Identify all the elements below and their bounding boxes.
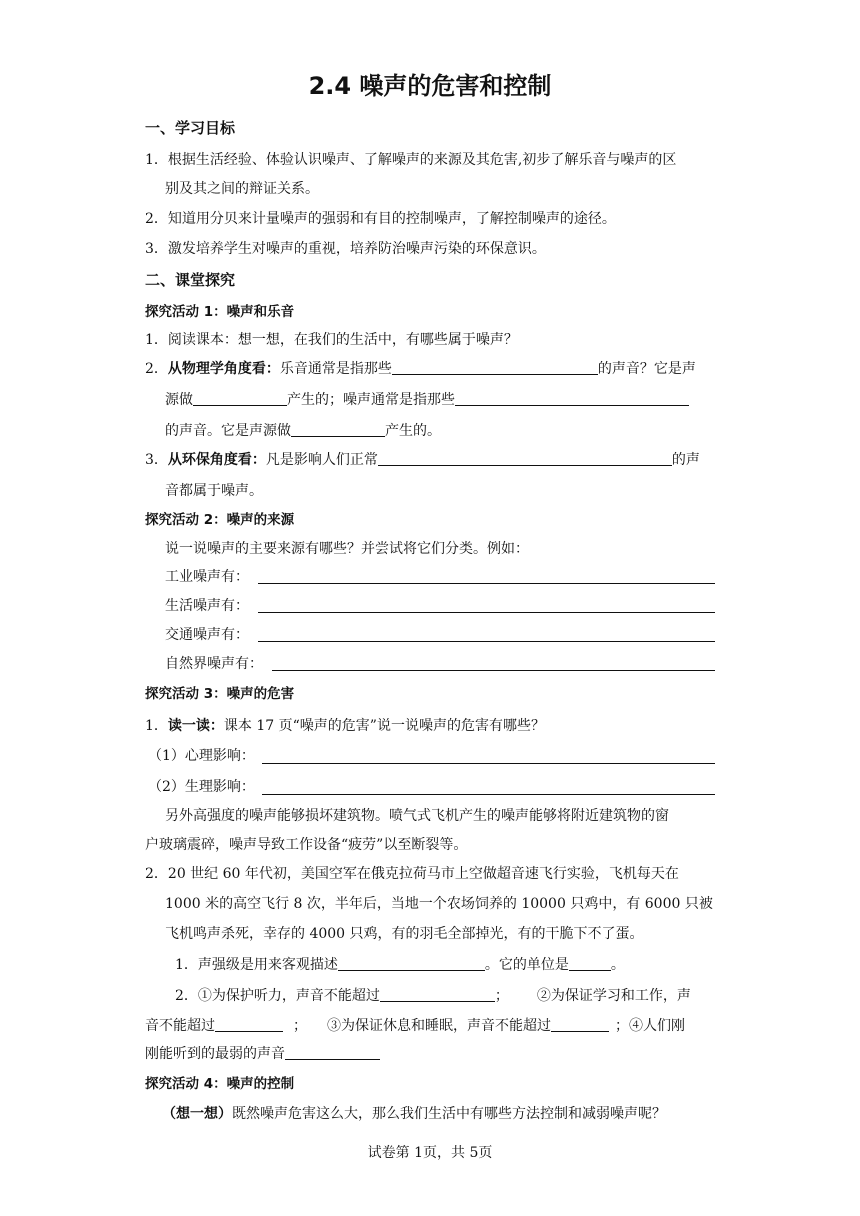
activity-1-question-2 [145, 359, 696, 379]
sq2-text-d: 音不能超过 [145, 1018, 215, 1034]
sq2-text-b: ； [494, 988, 509, 1004]
activity-1-question-3-cont: 音都属于噪声。 [165, 483, 263, 499]
subquestion-1 [175, 955, 625, 975]
blank-field[interactable] [380, 986, 495, 1002]
building-damage-paragraph: 另外高强度的噪声能够损坏建筑物。喷气式飞机产生的噪声能够将附近建筑物的窗 [165, 808, 669, 824]
page-footer: 试卷第 1页，共 5页 [367, 1145, 493, 1161]
building-damage-paragraph-cont: 户玻璃震碎，噪声导致工作设备“疲劳”以至断裂等。 [145, 837, 468, 853]
sq2-text-a: 2．①为保护听力，声音不能超过 [175, 988, 380, 1004]
blank-field[interactable] [215, 1016, 283, 1032]
activity-3-question-1 [145, 716, 545, 736]
q3-text-a: 凡是影响人们正常 [265, 452, 378, 468]
blank-field[interactable] [338, 955, 485, 971]
activity-3-question-2-cont2: 飞机鸣声杀死，幸存的 4000 只鸡，有的羽毛全部掉光，有的干脆下不了蛋。 [165, 926, 644, 942]
q2-physics-label: 从物理学角度看： [167, 361, 280, 377]
goal-item-2: 2．知道用分贝来计量噪声的强弱和有目的控制噪声，了解控制噪声的途径。 [145, 211, 616, 227]
q2-number: 2． [145, 361, 168, 377]
subquestion-2-cont [145, 1016, 685, 1036]
traffic-noise-label: 交通噪声有： [165, 627, 249, 643]
traffic-noise-answer-line[interactable] [258, 641, 715, 642]
goal-item-3: 3．激发培养学生对噪声的重视，培养防治噪声污染的环保意识。 [145, 241, 546, 257]
blank-field[interactable] [569, 955, 611, 971]
activity-2-heading: 探究活动 2：噪声的来源 [145, 512, 295, 528]
q2-text-a: 乐音通常是指那些 [279, 361, 392, 377]
activity-2-intro: 说一说噪声的主要来源有哪些？并尝试将它们分类。例如： [165, 541, 529, 557]
sq2-text-g: ；④人们刚 [615, 1018, 685, 1034]
physiological-impact-answer-line[interactable] [262, 794, 715, 795]
q2-text-e: 的声音。它是声源做 [165, 423, 291, 439]
activity-1-question-3 [145, 450, 700, 470]
industrial-noise-answer-line[interactable] [258, 583, 715, 584]
activity-1-question-2-cont2 [165, 421, 441, 441]
activity-1-question-2-cont [165, 390, 689, 410]
physiological-impact-label: （2）生理影响： [148, 779, 255, 795]
blank-field[interactable] [291, 421, 385, 437]
activity-4-heading: 探究活动 4：噪声的控制 [145, 1076, 295, 1092]
sq2-text-c: ②为保证学习和工作，声 [536, 988, 691, 1004]
life-noise-answer-line[interactable] [258, 612, 715, 613]
sq2-text-e: ； [293, 1018, 307, 1034]
blank-field[interactable] [193, 390, 287, 406]
blank-field[interactable] [455, 390, 689, 406]
think-label: （想一想） [162, 1106, 232, 1122]
blank-field[interactable] [378, 450, 672, 466]
a3q1-number: 1． [145, 718, 168, 734]
q2-text-d: 产生的；噪声通常是指那些 [287, 392, 455, 408]
goal-item-1-cont: 别及其之间的辩证关系。 [165, 181, 319, 197]
nature-noise-answer-line[interactable] [272, 670, 715, 671]
psychological-impact-label: （1）心理影响： [148, 748, 255, 764]
sq1-text-c: 。 [610, 957, 625, 973]
goal-item-1: 1．根据生活经验、体验认识噪声、了解噪声的来源及其危害,初步了解乐音与噪声的区 [145, 152, 677, 168]
a3q1-read-label: 读一读： [167, 718, 224, 734]
subquestion-2 [175, 986, 691, 1006]
activity-3-question-2-cont: 1000 米的高空飞行 8 次，半年后，当地一个农场饲养的 10000 只鸡中，有 6000 只被 [165, 896, 713, 912]
sq1-text-a: 1．声强级是用来客观描述 [175, 957, 338, 973]
blank-field[interactable] [285, 1044, 380, 1060]
q3-environment-label: 从环保角度看： [167, 452, 266, 468]
activity-3-heading: 探究活动 3：噪声的危害 [145, 686, 295, 702]
sq2-text-h: 刚能听到的最弱的声音 [145, 1046, 285, 1062]
activity-1-question-1: 1．阅读课本：想一想，在我们的生活中，有哪些属于噪声？ [145, 332, 518, 348]
psychological-impact-answer-line[interactable] [262, 763, 715, 764]
sq1-text-b: 。它的单位是 [484, 957, 569, 973]
activity-4-think [162, 1104, 666, 1124]
a3q1-text: 课本 17 页“噪声的危害”说一说噪声的危害有哪些？ [223, 718, 545, 734]
q2-text-f: 产生的。 [385, 423, 441, 439]
q2-text-c: 源做 [165, 392, 193, 408]
q3-text-b: 的声 [671, 452, 700, 468]
section-heading-explore: 二、课堂探究 [145, 271, 236, 289]
think-text: 既然噪声危害这么大，那么我们生活中有哪些方法控制和减弱噪声呢？ [232, 1106, 666, 1122]
page-title: 2.4 噪声的危害和控制 [308, 72, 552, 100]
nature-noise-label: 自然界噪声有： [165, 656, 263, 672]
industrial-noise-label: 工业噪声有： [165, 569, 249, 585]
q3-number: 3． [145, 452, 168, 468]
q2-text-b: 的声音？它是声 [597, 361, 696, 377]
section-heading-goals: 一、学习目标 [145, 119, 236, 137]
activity-3-question-2: 2．20 世纪 60 年代初，美国空军在俄克拉荷马市上空做超音速飞行实验，飞机每天在 [145, 866, 679, 882]
subquestion-2-cont2 [145, 1044, 380, 1064]
life-noise-label: 生活噪声有： [165, 598, 249, 614]
activity-1-heading: 探究活动 1：噪声和乐音 [145, 304, 295, 320]
blank-field[interactable] [551, 1016, 609, 1032]
blank-field[interactable] [392, 359, 598, 375]
sq2-text-f: ③为保证休息和睡眠，声音不能超过 [327, 1018, 551, 1034]
